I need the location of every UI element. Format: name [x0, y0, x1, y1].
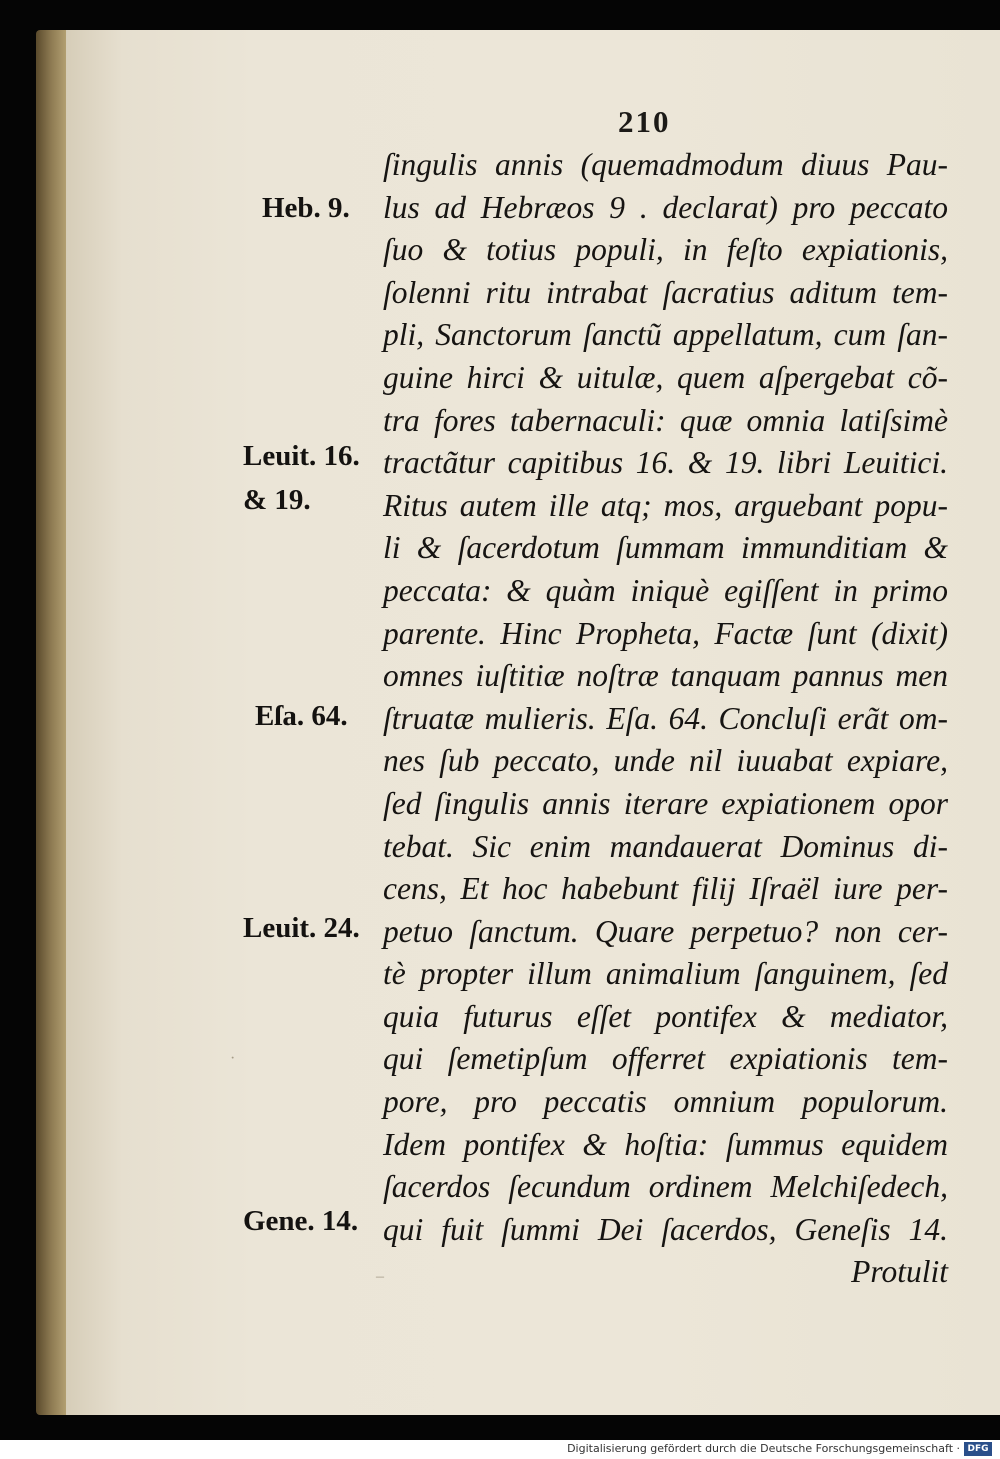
- text-line-13: omnes iuſtitiæ noſtræ tanquam pannus men: [383, 658, 948, 694]
- text-line-17: tebat. Sic enim mandauerat Dominus di-: [383, 828, 948, 864]
- main-text-block: [383, 144, 948, 1294]
- text-line-20: tè propter illum animalium ſanguinem, ſed: [383, 956, 948, 992]
- margin-note-leuit-16: Leuit. 16.: [243, 440, 360, 472]
- ink-speck: –: [376, 1268, 384, 1285]
- text-line-22: qui ſemetipſum offerret expiationis tem-: [383, 1041, 948, 1077]
- ink-speck: ·: [230, 1050, 236, 1067]
- text-line-4: ſolenni ritu intrabat ſacratius aditum tem-: [383, 274, 948, 310]
- text-line-23: pore, pro peccatis omnium populorum.: [383, 1084, 948, 1120]
- funding-credit: Digitalisierung gefördert durch die Deutsche Forschungsgemeinschaft ·: [567, 1442, 960, 1455]
- text-line-6: guine hirci & uitulæ, quem aſpergebat cõ-: [383, 359, 948, 395]
- text-line-5: pli, Sanctorum ſanctũ appellatum, cum ſan-: [383, 317, 948, 353]
- catchword: Protulit: [851, 1254, 948, 1290]
- text-line-12: parente. Hinc Propheta, Factæ ſunt (dixit): [383, 615, 948, 651]
- margin-note-esa-64: Eſa. 64.: [255, 700, 348, 732]
- text-line-10: li & ſacerdotum ſummam immunditiam &: [383, 530, 948, 566]
- dfg-logo: DFG: [964, 1442, 992, 1456]
- margin-note-and-19: & 19.: [243, 484, 311, 516]
- text-line-2: lus ad Hebræos 9 . declarat) pro peccato: [383, 189, 948, 225]
- text-line-8: tractãtur capitibus 16. & 19. libri Leuitici.: [383, 445, 948, 481]
- text-line-25: ſacerdos ſecundum ordinem Melchiſedech,: [383, 1169, 948, 1205]
- text-line-19: petuo ſanctum. Quare perpetuo? non cer-: [383, 913, 948, 949]
- text-line-16: ſed ſingulis annis iterare expiationem opor: [383, 785, 948, 821]
- text-line-24: Idem pontifex & hoſtia: ſummus equidem: [383, 1126, 948, 1162]
- margin-note-gene-14: Gene. 14.: [243, 1205, 359, 1237]
- page-number: 210: [618, 104, 671, 139]
- text-line-11: peccata: & quàm iniquè egiſſent in primo: [383, 572, 948, 608]
- text-line-18: cens, Et hoc habebunt filij Iſraël iure per-: [383, 871, 948, 907]
- text-line-21: quia futurus eſſet pontifex & mediator,: [383, 998, 948, 1034]
- text-line-14: ſtruatæ mulieris. Eſa. 64. Concluſi erãt om-: [383, 700, 948, 736]
- text-line-26: qui fuit ſummi Dei ſacerdos, Geneſis 14.: [383, 1211, 948, 1247]
- margin-note-heb-9: Heb. 9.: [262, 192, 350, 224]
- margin-note-leuit-24: Leuit. 24.: [243, 912, 360, 944]
- text-line-3: ſuo & totius populi, in feſto expiationis,: [383, 232, 948, 268]
- text-line-1: ſingulis annis (quemadmodum diuus Pau-: [383, 147, 948, 182]
- text-line-15: nes ſub peccato, unde nil iuuabat expiare,: [383, 743, 948, 779]
- text-line-9: Ritus autem ille atq; mos, arguebant popu-: [383, 487, 948, 523]
- text-line-7: tra fores tabernaculi: quæ omnia latiſsimè: [383, 402, 948, 438]
